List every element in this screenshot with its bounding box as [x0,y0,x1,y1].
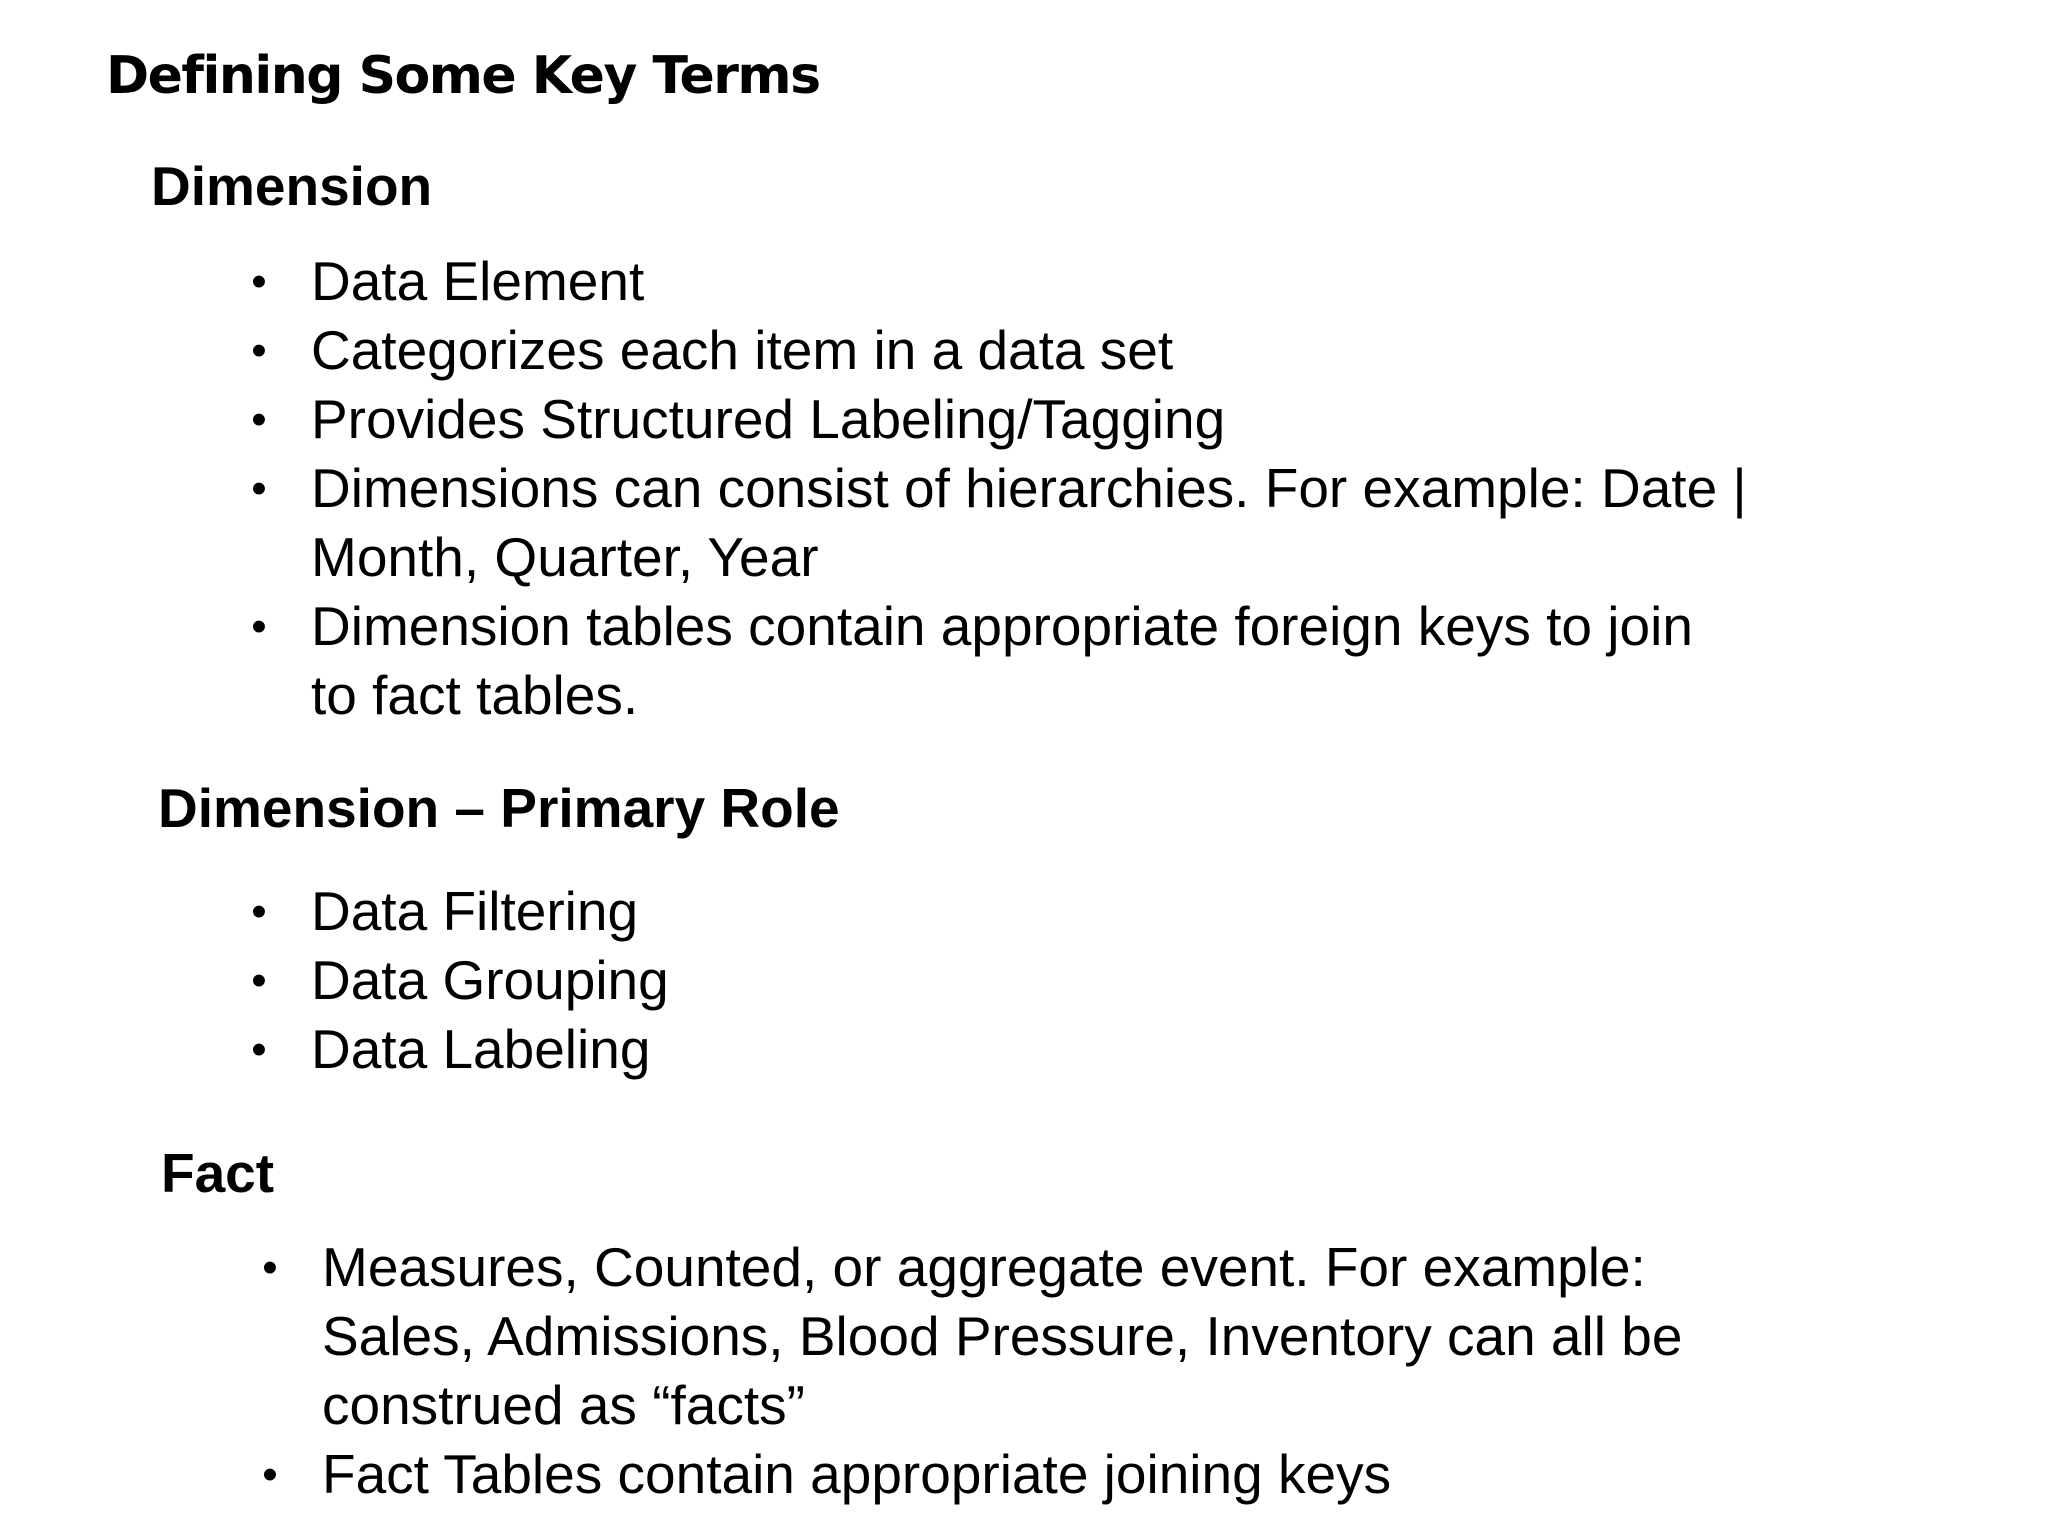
list-item-text-continued: to fact tables. [311,664,639,726]
bullet-icon: • [251,602,267,651]
dimension-bullet-list [247,247,1747,730]
bullet-icon: • [251,887,267,936]
bullet-icon: • [262,1243,278,1292]
section-heading-dimension: Dimension [151,155,433,217]
list-item-text: Data Labeling [311,1018,651,1080]
primary-role-bullet-list [247,877,669,1084]
bullet-icon: • [251,956,267,1005]
bullet-icon: • [262,1450,278,1499]
list-item-text: Data Filtering [311,880,639,942]
list-item [247,385,1747,454]
list-item-text: Data Grouping [311,949,669,1011]
list-item-text: Fact Tables contain appropriate joining keys [322,1443,1392,1505]
list-item-text-continued: Month, Quarter, Year [311,526,819,588]
list-item-text: Dimensions can consist of hierarchies. For example: Date | [311,457,1747,519]
fact-bullet-list [258,1233,1682,1509]
list-item-text: Data Element [311,250,645,312]
section-heading-primary-role: Dimension – Primary Role [158,777,840,839]
list-item [247,247,1747,316]
list-item [258,1440,1682,1509]
list-item [247,877,669,946]
bullet-icon: • [251,257,267,306]
section-heading-fact: Fact [161,1142,275,1204]
bullet-icon: • [251,464,267,513]
list-item-text: Dimension tables contain appropriate foreign keys to join [311,595,1693,657]
list-item [247,316,1747,385]
list-item-text: Categorizes each item in a data set [311,319,1174,381]
bullet-icon: • [251,1025,267,1074]
list-item-text: Provides Structured Labeling/Tagging [311,388,1226,450]
list-item [247,946,669,1015]
page-title: Defining Some Key Terms [106,46,820,106]
list-item-text-continued: construed as “facts” [322,1374,805,1436]
bullet-icon: • [251,326,267,375]
list-item [247,592,1747,730]
list-item [258,1233,1682,1440]
list-item-text-continued: Sales, Admissions, Blood Pressure, Inventory can all be [322,1305,1683,1367]
list-item [247,1015,669,1084]
list-item [247,454,1747,592]
bullet-icon: • [251,395,267,444]
list-item-text: Measures, Counted, or aggregate event. For example: [322,1236,1646,1298]
